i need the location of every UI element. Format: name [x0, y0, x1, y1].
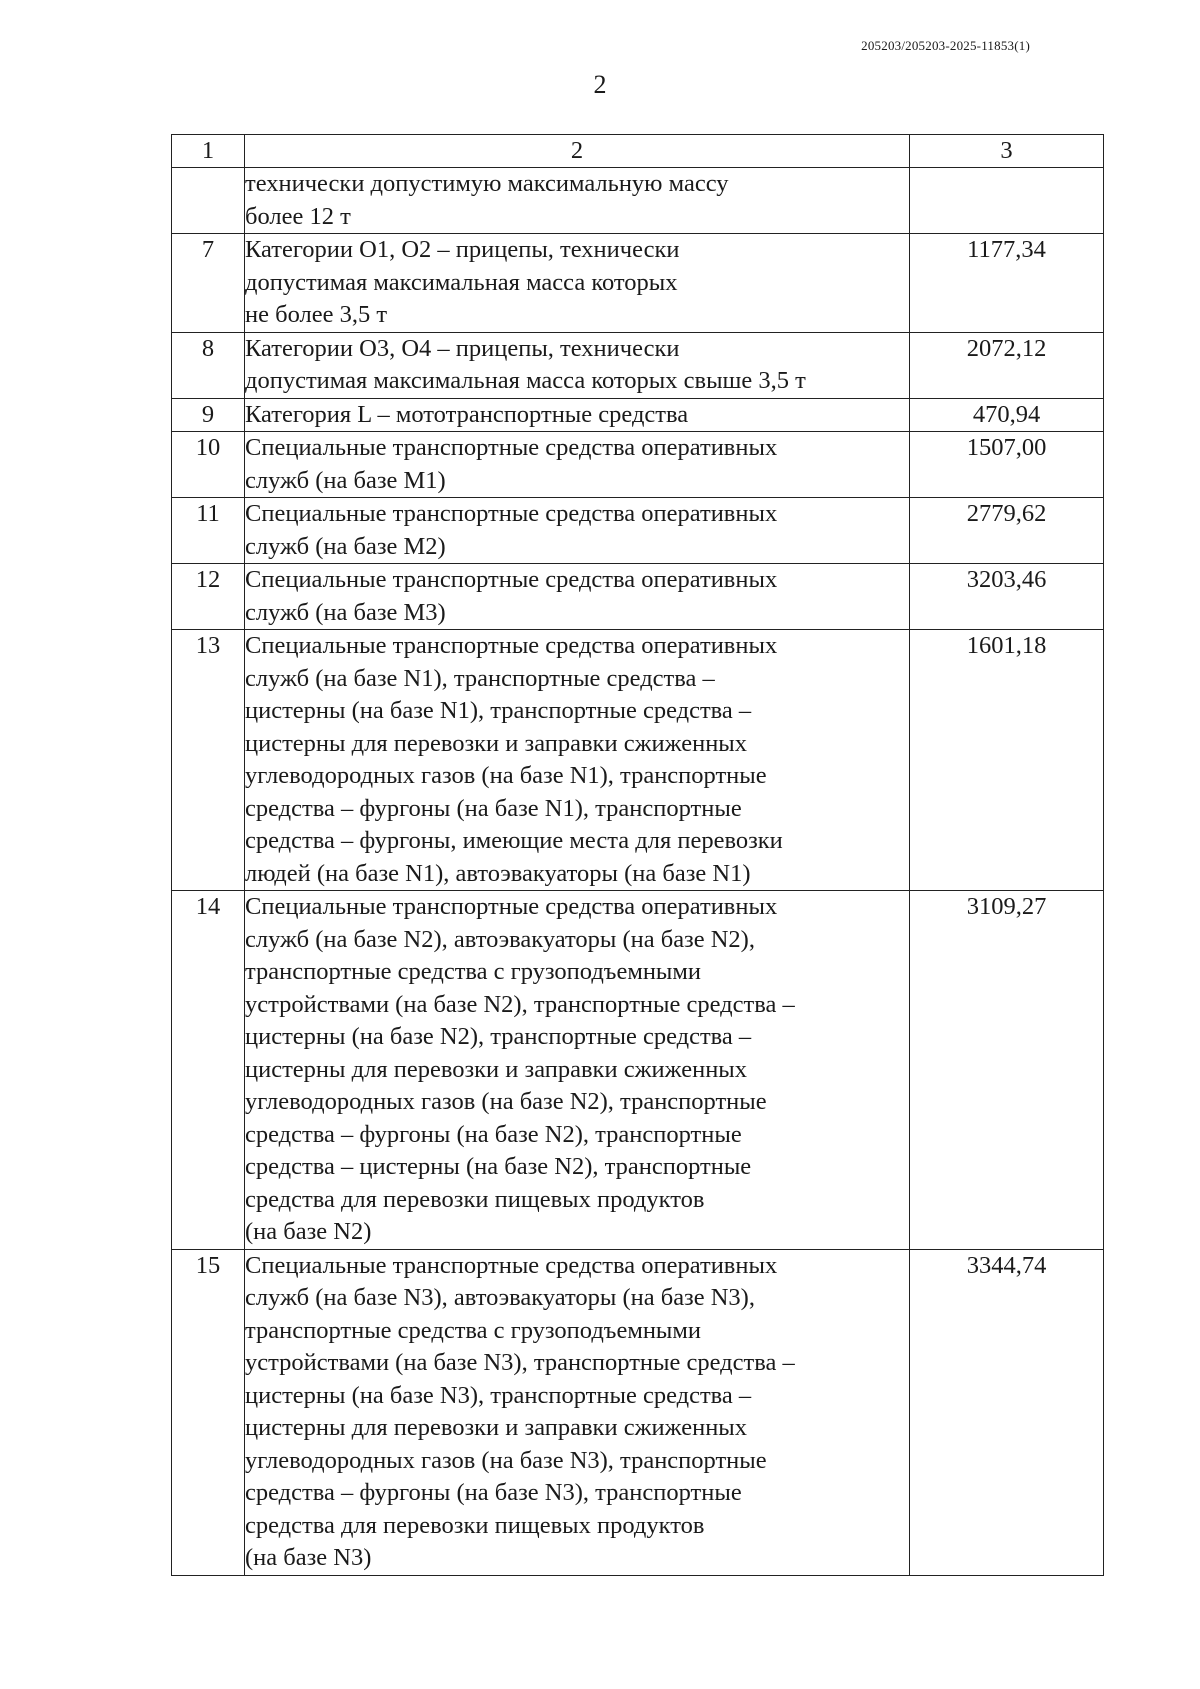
row-number: 15	[172, 1249, 245, 1575]
row-description: Специальные транспортные средства оперативных служб (на базе M1)	[245, 432, 910, 498]
document-id: 205203/205203-2025-11853(1)	[861, 38, 1030, 53]
row-number: 8	[172, 332, 245, 398]
row-value: 2779,62	[910, 498, 1104, 564]
row-value: 1601,18	[910, 630, 1104, 891]
row-description: Специальные транспортные средства оперативных служб (на базе N2), автоэвакуаторы (на базе N2), транспортные средства с грузоподъемными устройствами (на базе N2), транспортные средства – цистерны (на базе N2), транспортные средства – цистерны для перевозки и заправки сжиженных углеводородных газов (на базе N2), транспортные средства – фургоны (на базе N2), транспортные средства – цистерны (на базе N2), транспортные средства для перевозки пищевых продуктов (на базе N2)	[245, 891, 910, 1250]
table-row	[172, 332, 1104, 398]
row-number: 14	[172, 891, 245, 1250]
row-description: Специальные транспортные средства оперативных служб (на базе N3), автоэвакуаторы (на базе N3), транспортные средства с грузоподъемными устройствами (на базе N3), транспортные средства – цистерны (на базе N3), транспортные средства – цистерны для перевозки и заправки сжиженных углеводородных газов (на базе N3), транспортные средства – фургоны (на базе N3), транспортные средства для перевозки пищевых продуктов (на базе N3)	[245, 1249, 910, 1575]
table-header	[172, 135, 1104, 168]
row-value: 470,94	[910, 398, 1104, 432]
row-description: Категории O1, O2 – прицепы, технически допустимая максимальная масса которых не более 3,5 т	[245, 234, 910, 333]
table-row	[172, 432, 1104, 498]
row-number: 7	[172, 234, 245, 333]
row-value: 3344,74	[910, 1249, 1104, 1575]
row-number: 12	[172, 564, 245, 630]
row-value: 3203,46	[910, 564, 1104, 630]
table-row	[172, 168, 1104, 234]
table-row	[172, 630, 1104, 891]
row-value: 2072,12	[910, 332, 1104, 398]
row-description: Категория L – мототранспортные средства	[245, 398, 910, 432]
row-value: 1507,00	[910, 432, 1104, 498]
row-description: технически допустимую максимальную массу более 12 т	[245, 168, 910, 234]
tariff-table	[171, 134, 1104, 1576]
row-description: Категории O3, O4 – прицепы, технически допустимая максимальная масса которых свыше 3,5 т	[245, 332, 910, 398]
column-header-3: 3	[910, 135, 1104, 168]
row-number: 11	[172, 498, 245, 564]
table-body	[172, 168, 1104, 1576]
table-row	[172, 1249, 1104, 1575]
row-number: 13	[172, 630, 245, 891]
row-description: Специальные транспортные средства оперативных служб (на базе M3)	[245, 564, 910, 630]
header-row	[172, 135, 1104, 168]
row-value: 1177,34	[910, 234, 1104, 333]
page-number: 2	[593, 70, 607, 99]
row-description: Специальные транспортные средства оперативных служб (на базе N1), транспортные средства – цистерны (на базе N1), транспортные средства – цистерны для перевозки и заправки сжиженных углеводородных газов (на базе N1), транспортные средства – фургоны (на базе N1), транспортные средства – фургоны, имеющие места для перевозки людей (на базе N1), автоэвакуаторы (на базе N1)	[245, 630, 910, 891]
table-row	[172, 398, 1104, 432]
table-row	[172, 891, 1104, 1250]
table-row	[172, 234, 1104, 333]
row-value	[910, 168, 1104, 234]
table-row	[172, 498, 1104, 564]
table-row	[172, 564, 1104, 630]
row-number: 10	[172, 432, 245, 498]
column-header-1: 1	[172, 135, 245, 168]
column-header-2: 2	[245, 135, 910, 168]
row-description: Специальные транспортные средства оперативных служб (на базе M2)	[245, 498, 910, 564]
row-number	[172, 168, 245, 234]
row-number: 9	[172, 398, 245, 432]
row-value: 3109,27	[910, 891, 1104, 1250]
